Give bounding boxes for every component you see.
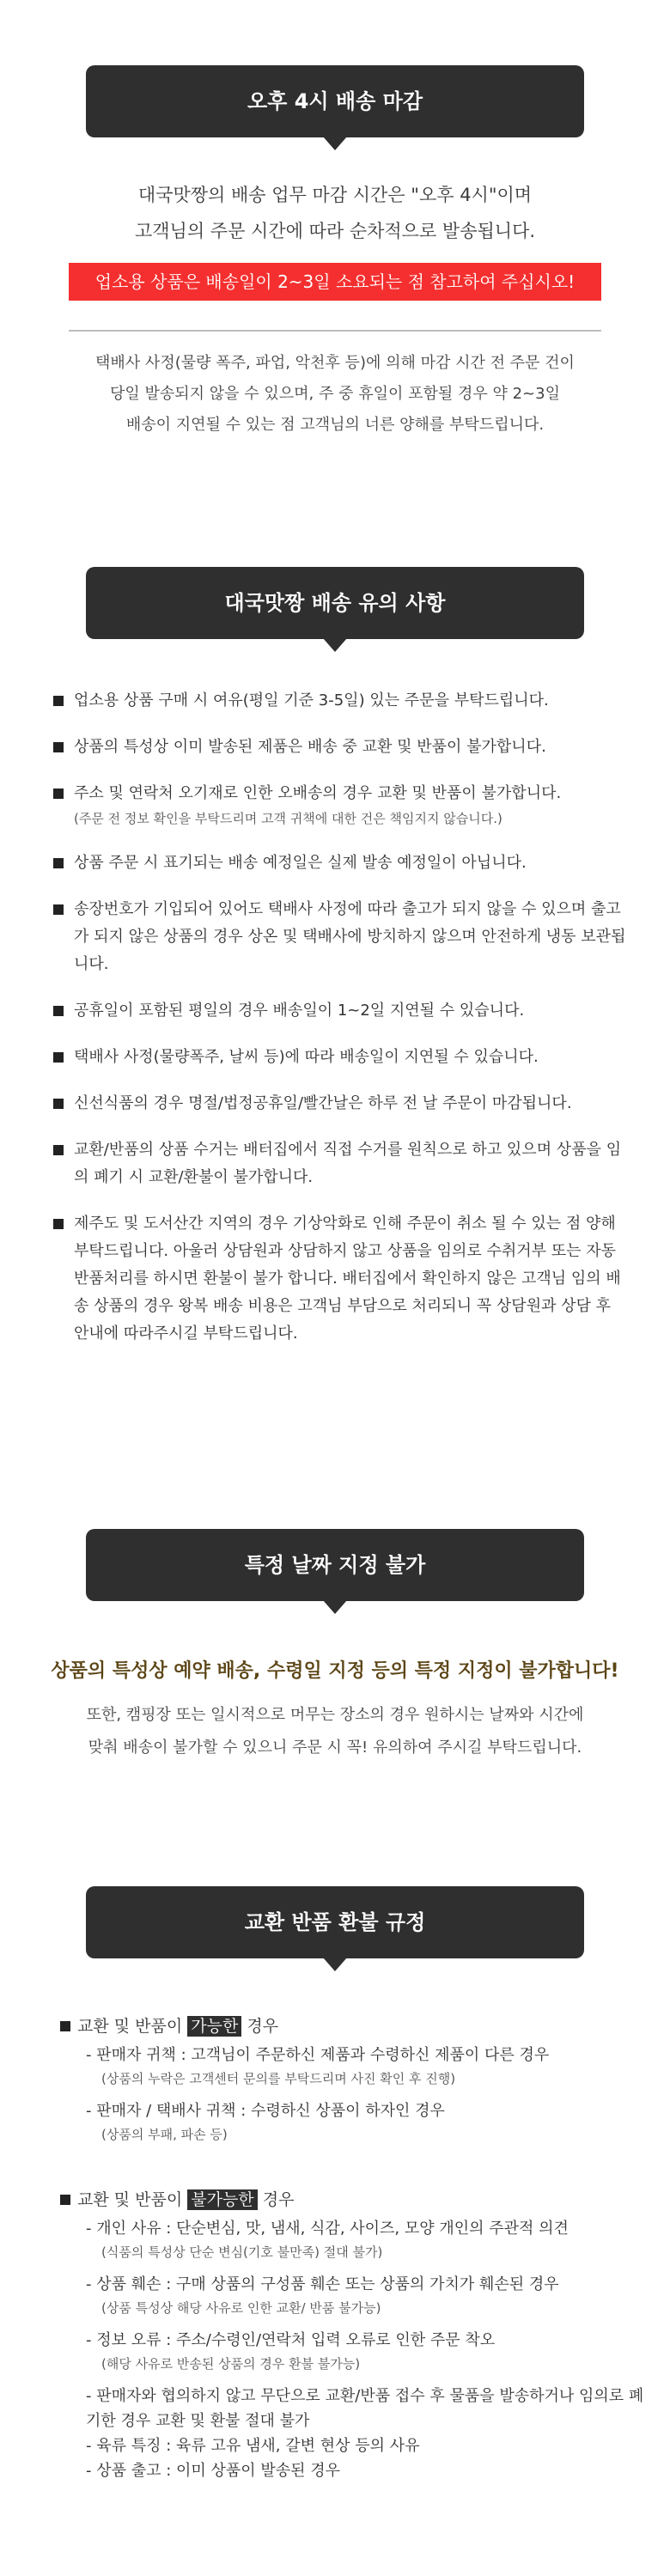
impossible-list [86,2216,653,2483]
impossible-heading: 교환 및 반품이 불가능한 경우 [60,2187,294,2210]
section-title: 오후 4시 배송 마감 [247,89,423,113]
list-item: 택배사 사정(물량폭주, 날씨 등)에 따라 배송일이 지연될 수 있습니다. [53,1044,629,1071]
list-item: 상품의 특성상 이미 발송된 제품은 배송 중 교환 및 반품이 불가합니다. [53,734,629,761]
divider [69,330,601,332]
date-info-line-1: 또한, 캠핑장 또는 일시적으로 머무는 장소의 경우 원하시는 날짜와 시간에 [86,1706,584,1724]
header-banner-exchange [86,1886,584,1958]
bullet-square-icon [53,742,64,752]
warning-headline: 상품의 특성상 예약 배송, 수령일 지정 등의 특정 지정이 불가합니다! [51,1660,619,1682]
list-item: - 상품 훼손 : 구매 상품의 구성품 훼손 또는 상품의 가치가 훼손된 경우 (상품 특성상 해당 사유로 인한 교환/ 반품 불가능) [86,2275,559,2316]
info-line-3: 배송이 지연될 수 있는 점 고객님의 너른 양해를 부탁드립니다. [125,416,545,434]
list-item: - 판매자 / 택배사 귀책 : 수령하신 상품이 하자인 경우 (상품의 부패, 파손 등) [86,2102,445,2142]
section-title: 교환 반품 환불 규정 [244,1910,426,1934]
list-item: - 육류 특징 : 육류 고유 냄새, 갈변 현상 등의 사유 [86,2437,420,2455]
possible-list [86,2043,653,2146]
intro-line-1: 대국맛짱의 배송 업무 마감 시간은 "오후 4시"이며 [137,185,533,205]
section-title: 대국맛짱 배송 유의 사항 [224,591,446,615]
bullet-square-icon [53,696,64,706]
notice-banner: 업소용 상품은 배송일이 2~3일 소요되는 점 참고하여 주십시오! [69,263,601,301]
info-line-2: 당일 발송되지 않을 수 있으며, 주 중 휴일이 포함될 경우 약 2~3일 [110,385,560,403]
list-item: - 상품 출고 : 이미 상품이 발송된 경우 [86,2462,341,2480]
bullet-square-icon [53,904,64,915]
list-item: 공휴일이 포함된 평일의 경우 배송일이 1~2일 지연될 수 있습니다. [53,997,629,1025]
header-banner-cutoff [86,65,584,137]
list-item: 교환/반품의 상품 수거는 배터집에서 직접 수거를 원칙으로 하고 있으며 상품을 임의 폐기 시 교환/환불이 불가합니다. [53,1136,629,1191]
section-title: 특정 날짜 지정 불가 [244,1553,426,1577]
list-item: - 판매자 귀책 : 고객님이 주문하신 제품과 수령하신 제품이 다른 경우 (상품의 누락은 고객센터 문의를 부탁드리며 사진 확인 후 진행) [86,2046,550,2086]
header-banner-notes [86,567,584,639]
bullet-square-icon [60,2195,70,2205]
list-item: 업소용 상품 구매 시 여유(평일 기준 3-5일) 있는 주문을 부탁드립니다. [53,687,629,715]
possible-heading: 교환 및 반품이 가능한 경우 [60,2013,278,2037]
bullet-square-icon [53,789,64,799]
bullet-square-icon [53,858,64,868]
bullet-square-icon [60,2021,70,2031]
bullet-square-icon [53,1219,64,1229]
bullet-square-icon [53,1052,64,1063]
bullet-square-icon [53,1145,64,1155]
bullet-square-icon [53,1099,64,1109]
shipping-notes-list [53,687,629,1348]
list-item: 신선식품의 경우 명절/법정공휴일/빨간날은 하루 전 날 주문이 마감됩니다. [53,1090,629,1117]
date-info-line-2: 맞춰 배송이 불가할 수 있으니 주문 시 꼭! 유의하여 주시길 부탁드립니다. [88,1739,582,1757]
intro-line-2: 고객님의 주문 시간에 따라 순차적으로 발송됩니다. [134,221,536,241]
bullet-square-icon [53,1006,64,1016]
list-item: 주소 및 연락처 오기재로 인한 오배송의 경우 교환 및 반품이 불가합니다. (주문 전 정보 확인을 부탁드리며 고객 귀책에 대한 건은 책임지지 않습니다.) [53,780,629,831]
info-line-1: 택배사 사정(물량 폭주, 파업, 악천후 등)에 의해 마감 시간 전 주문 건이 [95,354,575,372]
list-item: - 정보 오류 : 주소/수령인/연락처 입력 오류로 인한 주문 착오 (해당 사유로 반송된 상품의 경우 환불 불가능) [86,2331,496,2372]
list-item: 송장번호가 기입되어 있어도 택배사 사정에 따라 출고가 되지 않을 수 있으며 출고가 되지 않은 상품의 경우 상온 및 택배사에 방치하지 않으며 안전하게 냉동 보관됩니다. [53,896,629,978]
list-item: 상품 주문 시 표기되는 배송 예정일은 실제 발송 예정일이 아닙니다. [53,850,629,877]
header-banner-no-date [86,1529,584,1601]
list-item: - 판매자와 협의하지 않고 무단으로 교환/반품 접수 후 물품을 발송하거나 임의로 폐기한 경우 교환 및 환불 절대 불가 [86,2387,644,2430]
list-item: 제주도 및 도서산간 지역의 경우 기상악화로 인해 주문이 취소 될 수 있는 점 양해 부탁드립니다. 아울러 상담원과 상담하지 않고 상품을 임의로 수취거부 또는 자동반품처리를 하시면 환불이 불가 합니다. 배터집에서 확인하지 않은 고객님 임의 배송 상품의 경우 왕복 배송 비용은 고객님 부담으로 처리되니 꼭 상담원과 상담 후 안내에 따라주시길 부탁드립니다. [53,1210,629,1348]
list-item: - 개인 사유 : 단순변심, 맛, 냄새, 식감, 사이즈, 모양 개인의 주관적 의견 (식품의 특성상 단순 변심(기호 불만족) 절대 불가) [86,2220,569,2260]
